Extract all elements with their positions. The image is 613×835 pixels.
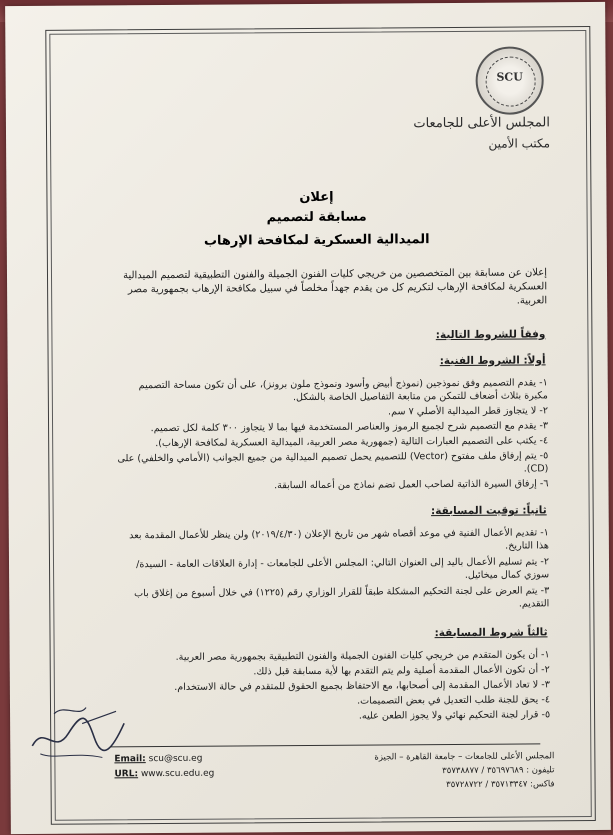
url-value[interactable]: www.scu.edu.eg	[140, 768, 215, 780]
intro-paragraph: إعلان عن مسابقة بين المتخصصين من خريجي كليات الفنون الجميلة والفنون التطبيقية لتصميم الميدالية العسكرية لمكافحة الإرهاب لتكريم كل من يقدم جهداً مخلصاً في سبيل مكافحة الإرهاب بجمهورية مصر العربية.	[123, 267, 548, 307]
footer-email	[114, 754, 202, 765]
footer-address: المجلس الأعلى للجامعات – جامعة القاهرة – الجيزة	[374, 751, 555, 763]
header-office-name: مكتب الأمين	[488, 136, 551, 151]
list-item: ٣- لا تعاد الأعمال المقدمة إلى أصحابها، مع الاحتفاظ بجميع الحقوق للمتقدم في حالة الاستخدام.	[174, 679, 550, 693]
list-item: ٢- لا يتجاوز قطر الميدالية الأصلي ٧ سم.	[387, 405, 548, 418]
list-item: ١- أن يكون المتقدم من خريجي كليات الفنون الجميلة والفنون التطبيقية بجمهورية مصر العربية.	[175, 649, 550, 663]
list-item: ٤- يكتب على التصميم العبارات التالية (جمهورية مصر العربية، الميدالية العسكرية لمكافحة الإرهاب).	[155, 435, 549, 450]
conditions-heading: وفقاً للشروط التالية:	[435, 328, 546, 342]
announcement-subject: الميدالية العسكرية لمكافحة الإرهاب	[203, 232, 430, 249]
seal-label: SCU	[496, 70, 523, 84]
list-item: ٢- يتم تسليم الأعمال باليد إلى العنوان التالي: المجلس الأعلى للجامعات - إدارة العلاقات العامة - السيدة/ سوزي كمال ميخائيل.	[136, 556, 550, 581]
email-value[interactable]: scu@scu.eg	[148, 753, 203, 765]
footer-phones: تليفون : ٣٥٦٩٧٦٨٩ / ٣٥٧٣٨٨٧٧	[442, 765, 555, 777]
list-item: ٥- يتم إرفاق ملف مفتوح (Vector) للتصميم يحمل تصميم الميدالية من جميع الجوانب (الأمامي والخلفي) على (CD).	[117, 450, 549, 475]
list-item: ١- يقدم التصميم وفق نموذجين (نموذج أبيض وأسود ونموذج ملون برونز)، على أن تكون مساحة التصميم مكبرة بثلاث أضعاف للتمكن من متابعة التفاصيل الخاصة بالشكل.	[138, 377, 548, 404]
announcement-title: إعلان	[299, 189, 334, 206]
list-item: ٤- يحق للجنة طلب التعديل في بعض التصميمات.	[357, 694, 551, 707]
announcement-subtitle: مسابقة لتصميم	[266, 209, 367, 226]
list-item: ٦- إرفاق السيرة الذاتية لصاحب العمل تضم نماذج من أعماله السابقة.	[274, 478, 549, 492]
list-item: ١- تقديم الأعمال الفنية في موعد أقصاه شهر من تاريخ الإعلان (٢٠١٩/٤/٣٠) ولن ينظر للأعمال المقدمة بعد هذا التاريخ.	[129, 527, 549, 552]
section-terms-heading: ثالثاً شروط المسابقة:	[434, 626, 548, 640]
list-item: ٥- قرار لجنة التحكيم نهائي ولا يجوز الطعن عليه.	[358, 709, 551, 722]
footer-url	[114, 769, 214, 780]
email-label: Email:	[114, 754, 146, 765]
list-item: ٢- أن تكون الأعمال المقدمة أصلية ولم يتم التقدم بها لأية مسابقة قبل ذلك.	[253, 664, 550, 678]
header-council-name: المجلس الأعلى للجامعات	[413, 115, 550, 132]
footer-fax: فاكس: ٣٥٧١٣٣٤٧ / ٣٥٧٢٨٧٢٢	[446, 779, 555, 791]
section-timing-heading: ثانياً: توقيت المسابقة:	[430, 504, 547, 518]
section-technical-heading: أولاً: الشروط الفنية:	[439, 354, 546, 368]
council-seal-icon	[475, 46, 543, 114]
url-label: URL:	[114, 769, 139, 780]
list-item: ٣- يقدم مع التصميم شرح لجميع الرموز والعناصر المستخدمة فيها بما لا يتجاوز ٣٠٠ كلمة لكل تصميم.	[150, 420, 549, 435]
document-page	[5, 2, 611, 834]
list-item: ٣- يتم العرض على لجنة التحكيم المشكلة طبقاً للقرار الوزاري رقم (١٢٢٥) في خلال أسبوع من إغلاق باب التقديم.	[134, 585, 550, 610]
